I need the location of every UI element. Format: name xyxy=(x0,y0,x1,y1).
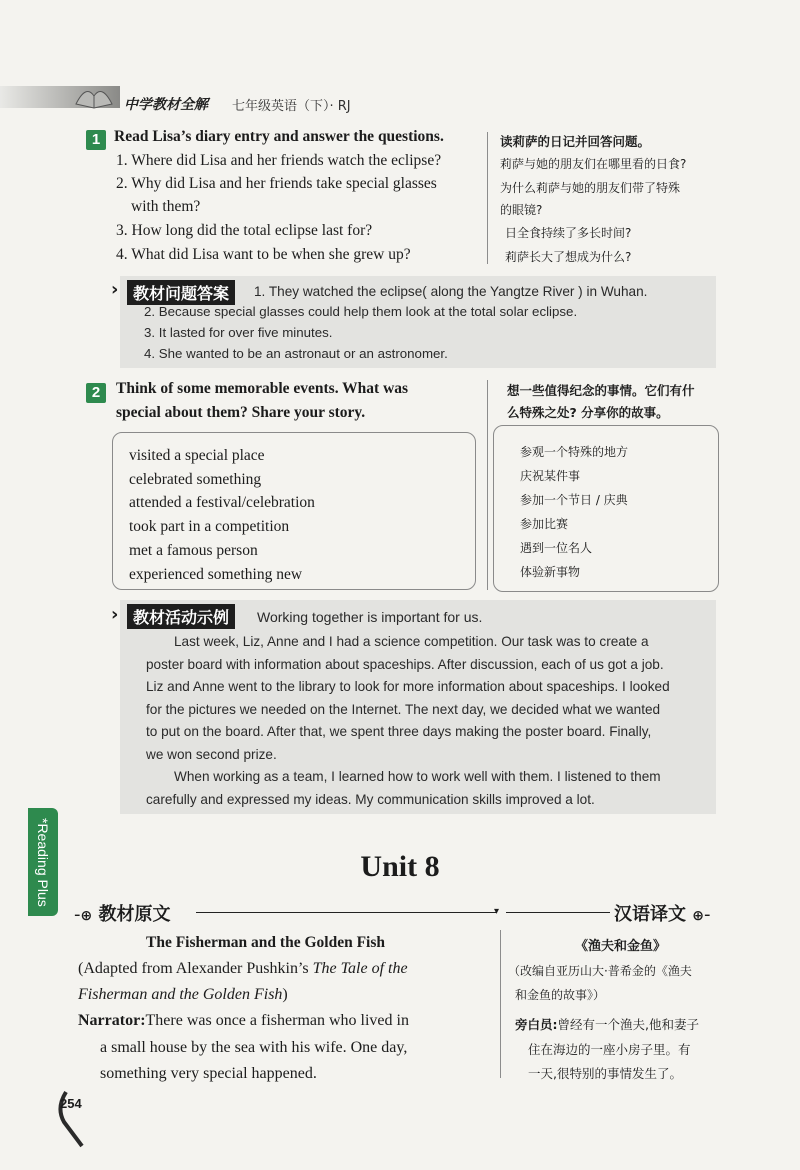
example-body xyxy=(146,631,714,811)
narrator-cn-1 xyxy=(515,1015,699,1033)
question-4-cn: 莉萨长大了想成为什么? xyxy=(505,250,632,264)
download-icon-2: ⊕ xyxy=(692,908,705,924)
story-title: The Fisherman and the Golden Fish xyxy=(146,934,385,951)
narrator-line-2: a small house by the sea with his wife. One day, xyxy=(100,1039,408,1056)
section-number-1: 1 xyxy=(86,130,106,150)
section2-instruction-1: Think of some memorable events. What was xyxy=(116,380,409,397)
section2-instruction-cn-1: 想一些值得纪念的事情。它们有什 xyxy=(507,383,695,398)
phrase-1-cn: 参观一个特殊的地方 xyxy=(520,445,629,459)
column-divider-3 xyxy=(500,930,501,1078)
example-title: Working together is important for us. xyxy=(257,609,483,625)
narrator-label: Narrator: xyxy=(78,1012,146,1029)
phrase-2: celebrated something xyxy=(129,471,262,488)
example-line-8: carefully and expressed my ideas. My communication skills improved a lot. xyxy=(146,791,595,807)
phrase-4: took part in a competition xyxy=(129,518,290,535)
original-label-row: -⊕ 教材原文 xyxy=(74,904,171,925)
example-line-4: for the pictures we needed on the Internet. The next day, we decided what we wanted xyxy=(146,701,661,717)
narrator-text-1: There was once a fisherman who lived in xyxy=(145,1012,409,1029)
divider-ornament-icon: ▾ xyxy=(494,906,500,917)
unit-title: Unit 8 xyxy=(360,850,440,883)
section-number-2: 2 xyxy=(86,383,106,403)
phrase-5: met a famous person xyxy=(129,542,258,559)
narrator-line-1 xyxy=(78,1012,409,1030)
answer-2: 2. Because special glasses could help them look at the total solar eclipse. xyxy=(144,304,578,319)
divider-rule-right xyxy=(506,912,610,913)
phrase-2-cn: 庆祝某件事 xyxy=(520,469,581,483)
adapted-work-2: Fisherman and the Golden Fish xyxy=(78,986,283,1003)
question-3: 3. How long did the total eclipse last for? xyxy=(116,222,373,239)
phrase-5-cn: 遇到一位名人 xyxy=(520,541,593,555)
adapted-cn-1: （改编自亚历山大·普希金的《渔夫 xyxy=(508,964,692,978)
narrator-line-3: something very special happened. xyxy=(100,1065,317,1082)
section2-instruction-cn-2: 么特殊之处? 分享你的故事。 xyxy=(507,405,669,420)
section1-instruction-cn: 读莉萨的日记并回答问题。 xyxy=(500,134,651,149)
question-1-cn: 莉萨与她的朋友们在哪里看的日食? xyxy=(500,157,687,171)
phrase-1: visited a special place xyxy=(129,447,265,464)
phrase-3-cn: 参加一个节日 / 庆典 xyxy=(520,493,628,507)
original-text-label: 教材原文 xyxy=(98,904,171,925)
example-line-5: to put on the board. After that, we spent three days making the poster board. Finally, xyxy=(146,724,652,739)
side-tab-label: *Reading Plus xyxy=(35,817,51,907)
question-4: 4. What did Lisa want to be when she grew up? xyxy=(116,246,411,263)
question-3-cn: 日全食持续了多长时间? xyxy=(505,226,632,240)
book-logo-icon xyxy=(74,80,114,112)
phrase-6-cn: 体验新事物 xyxy=(520,565,581,579)
narrator-cn-text-1: 曾经有一个渔夫,他和妻子 xyxy=(557,1017,699,1032)
chevron-right-icon-2: › xyxy=(111,604,119,625)
translation-label: 汉语译文 xyxy=(614,904,686,925)
phrase-4-cn: 参加比赛 xyxy=(520,517,569,531)
narrator-label-cn: 旁白员: xyxy=(515,1017,558,1032)
example-tag: 教材活动示例 xyxy=(127,604,235,629)
column-divider-2 xyxy=(487,380,488,590)
question-1: 1. Where did Lisa and her friends watch the eclipse? xyxy=(116,152,442,169)
adapted-line-1 xyxy=(78,960,408,978)
question-2-cont: with them? xyxy=(131,198,201,215)
page-number: 254 xyxy=(60,1096,82,1111)
answer-tag: 教材问题答案 xyxy=(127,280,235,305)
example-line-6: we won second prize. xyxy=(146,746,277,762)
book-subtitle: 七年级英语（下）· RJ xyxy=(232,99,351,114)
column-divider xyxy=(487,132,488,264)
chevron-right-icon: › xyxy=(111,279,119,300)
narrator-cn-2: 住在海边的一座小房子里。有 xyxy=(528,1042,691,1057)
example-line-3: Liz and Anne went to the library to look for more information about spaceships. I looked xyxy=(146,679,670,694)
question-2-cn-cont: 的眼镜? xyxy=(500,203,543,217)
example-line-7: When working as a team, I learned how to work well with them. I listened to them xyxy=(174,769,661,784)
answer-4: 4. She wanted to be an astronaut or an astronomer. xyxy=(144,346,448,361)
adapted-cn-2: 和金鱼的故事》） xyxy=(515,988,606,1002)
answer-1: 1. They watched the eclipse( along the Yangtze River ) in Wuhan. xyxy=(254,284,648,299)
adapted-line-2 xyxy=(78,986,288,1004)
answer-3: 3. It lasted for over five minutes. xyxy=(144,325,333,340)
phrase-6: experienced something new xyxy=(129,566,303,583)
adapted-prefix: (Adapted from Alexander Pushkin’s xyxy=(78,960,313,977)
adapted-suffix: ) xyxy=(282,986,288,1003)
narrator-cn-3: 一天,很特别的事情发生了。 xyxy=(528,1066,682,1081)
phrase-3: attended a festival/celebration xyxy=(129,494,315,511)
adapted-work-1: The Tale of the xyxy=(312,960,408,977)
divider-rule-left xyxy=(196,912,496,913)
question-2: 2. Why did Lisa and her friends take special glasses xyxy=(116,175,437,192)
question-2-cn: 为什么莉萨与她的朋友们带了特殊 xyxy=(500,181,681,195)
translation-label-row: 汉语译文 ⊕- xyxy=(614,904,711,925)
section1-instruction: Read Lisa’s diary entry and answer the questions. xyxy=(114,128,444,145)
section2-instruction-2: special about them? Share your story. xyxy=(116,404,366,421)
example-line-1: Last week, Liz, Anne and I had a science competition. Our task was to create a xyxy=(174,634,649,649)
story-title-cn: 《渔夫和金鱼》 xyxy=(575,939,667,954)
download-icon: ⊕ xyxy=(80,908,93,924)
example-line-2: poster board with information about spaceships. After discussion, each of us got a job. xyxy=(146,656,664,672)
book-title: 中学教材全解 xyxy=(124,97,208,113)
